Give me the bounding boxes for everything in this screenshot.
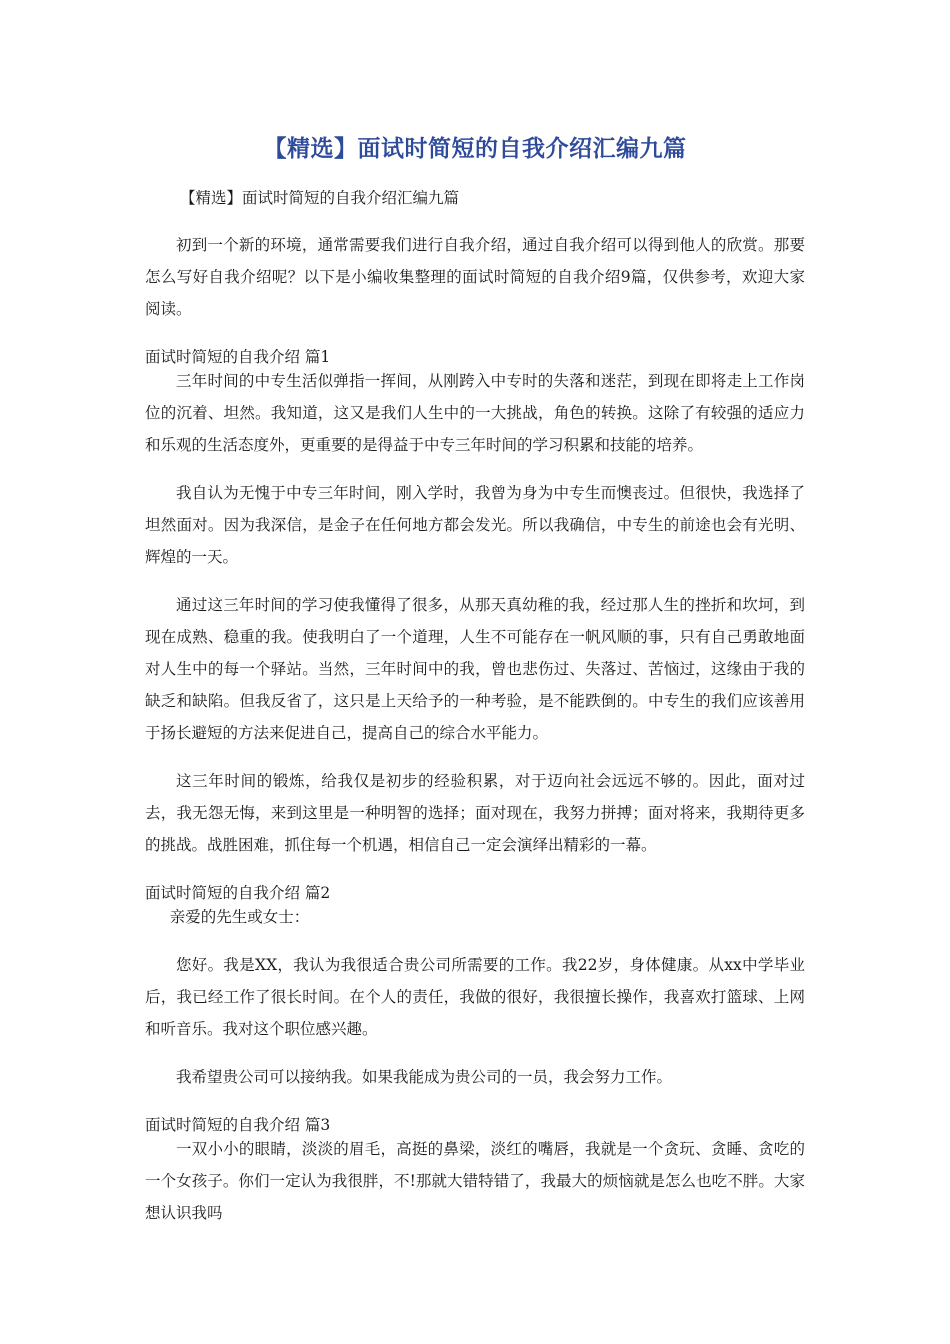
- section-1-paragraph-4: 这三年时间的锻炼，给我仅是初步的经验积累，对于迈向社会远远不够的。因此，面对过去，我无怨无悔，来到这里是一种明智的选择；面对现在，我努力拼搏；面对将来，我期待更多的挑战。战胜困难，抓住每一个机遇，相信自己一定会演绎出精彩的一幕。: [145, 772, 805, 854]
- intro-paragraph: 初到一个新的环境，通常需要我们进行自我介绍，通过自我介绍可以得到他人的欣赏。那要怎么写好自我介绍呢？以下是小编收集整理的面试时简短的自我介绍9篇，仅供参考，欢迎大家阅读。: [145, 236, 805, 318]
- section-1-paragraph-2: 我自认为无愧于中专三年时间，刚入学时，我曾为身为中专生而懊丧过。但很快，我选择了坦然面对。因为我深信，是金子在任何地方都会发光。所以我确信，中专生的前途也会有光明、辉煌的一天。: [145, 484, 805, 566]
- section-1-paragraph-1: 三年时间的中专生活似弹指一挥间，从刚跨入中专时的失落和迷茫，到现在即将走上工作岗位的沉着、坦然。我知道，这又是我们人生中的一大挑战，角色的转换。这除了有较强的适应力和乐观的生活态度外，更重要的是得益于中专三年时间的学习积累和技能的培养。: [145, 372, 805, 454]
- document-title: 【精选】面试时简短的自我介绍汇编九篇: [263, 136, 687, 162]
- section-heading-2: 面试时简短的自我介绍 篇2: [145, 884, 331, 902]
- document-subtitle: 【精选】面试时简短的自我介绍汇编九篇: [180, 189, 460, 207]
- section-2-greeting: 亲爱的先生或女士：: [169, 908, 310, 926]
- section-1-paragraph-3: 通过这三年时间的学习使我懂得了很多，从那天真幼稚的我，经过那人生的挫折和坎坷，到现在成熟、稳重的我。使我明白了一个道理，人生不可能存在一帆风顺的事，只有自己勇敢地面对人生中的每一个驿站。当然，三年时间中的我，曾也悲伤过、失落过、苦恼过，这缘由于我的缺乏和缺陷。但我反省了，这只是上天给予的一种考验，是不能跌倒的。中专生的我们应该善用于扬长避短的方法来促进自己，提高自己的综合水平能力。: [145, 596, 805, 742]
- section-2-paragraph-1: 您好。我是XX，我认为我很适合贵公司所需要的工作。我22岁，身体健康。从xx中学毕业后，我已经工作了很长时间。在个人的责任，我做的很好，我很擅长操作，我喜欢打篮球、上网和听音乐。我对这个职位感兴趣。: [145, 956, 805, 1038]
- section-heading-1: 面试时简短的自我介绍 篇1: [145, 348, 331, 366]
- section-2-paragraph-2: 我希望贵公司可以接纳我。如果我能成为贵公司的一员，我会努力工作。: [176, 1068, 673, 1086]
- document-body: [145, 229, 805, 1229]
- section-3-paragraph-1: 一双小小的眼睛，淡淡的眉毛，高挺的鼻梁，淡红的嘴唇，我就是一个贪玩、贪睡、贪吃的一个女孩子。你们一定认为我很胖，不!那就大错特错了，我最大的烦恼就是怎么也吃不胖。大家想认识我吗: [145, 1140, 805, 1222]
- section-heading-3: 面试时简短的自我介绍 篇3: [145, 1116, 331, 1134]
